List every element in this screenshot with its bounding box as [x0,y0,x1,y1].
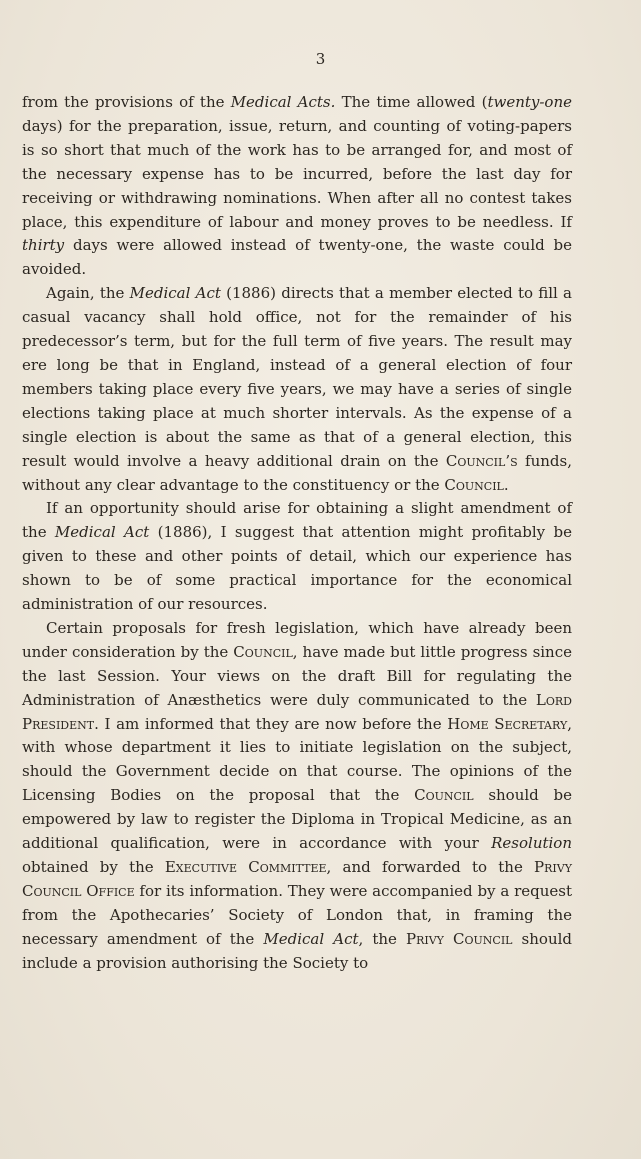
paragraph [22,617,572,976]
text-run: should be empowered by law to register the Diploma in Tropical Medicine, as an additional qualification, were in accordance with your [22,786,572,853]
text-run: obtained by the [22,858,165,876]
body-text [22,91,572,976]
paragraph [22,282,572,497]
small-caps-text: Lord President [22,690,572,733]
italic-text: twenty-one [487,93,572,111]
text-run: for its information. They were accompanied by a request from the Apothecaries’ Society of London that, in framing the necessary amendment of the [22,881,572,948]
small-caps-text: Privy Council [406,929,513,948]
text-run: . I am informed that they are now before the [94,714,448,733]
paragraph [22,91,572,282]
text-run: The time allowed ( [335,93,488,111]
text-run: (1886) directs that a member elected to fill a casual vacancy shall hold office, not for the remainder of his predecessor’s term, but for the full term of five years. The result may ere long be that in England, instead of a general election of four members taking place every five years, we may have a series of single elections taking place at much shorter intervals. As the expense of a single election is about the same as that of a general election, this result would involve a heavy additional drain on the [22,284,572,470]
text-run: Certain proposals for fresh legislation, which have already been under consideration by the [22,618,572,661]
text-run: days were allowed instead of twenty-one, the waste could be avoided. [22,236,572,279]
text-run: , and forwarded to the [326,858,535,876]
page-number: 3 [315,50,326,68]
italic-text: Resolution [491,834,572,853]
text-run: If an opportunity should arise for obtaining a slight amendment of the [22,499,572,542]
text-run: . [503,475,509,494]
text-run: , have made but little progress since the last Session. Your views on the draft Bill for regulating the Administration of Anæsthetics were duly communicated to the [22,642,572,709]
text-run: funds, without any clear advantage to the constituency or the [22,451,572,494]
italic-text: Medical Act [54,523,150,542]
text-run: should include a provision authorising the Society to [22,929,572,972]
small-caps-text: Council [414,786,474,805]
small-caps-text: Council’s [445,451,518,470]
italic-text: Medical Act [263,929,359,948]
text-run: , with whose department it lies to initiate legislation on the subject, should the Government decide on that course. The opinions of the Licensing Bodies on the proposal that the [22,714,572,805]
small-caps-text: Executive Committee [164,858,327,876]
text-run: from the provisions of the [22,93,231,111]
text-run: , the [358,929,406,948]
small-caps-text: Home Secretary [447,714,568,733]
paragraph [22,497,572,617]
italic-text: thirty [22,236,65,255]
italic-text: Medical Act [129,284,221,303]
small-caps-text: Council [444,475,504,494]
text-run: (1886), I suggest that attention might profitably be given to these and other points of detail, which our experience has shown to be of some practical importance for the economical administration of our resources. [22,523,572,614]
text-run: days) for the preparation, issue, return, and counting of voting-papers is so short that much of the work has to be arranged for, and most of the necessary expense has to be incurred, before the last day for receiving or withdrawing nominations. When after all no contest takes place, this expenditure of labour and money proves to be needless. If [22,116,572,231]
italic-text: Medical Acts. [230,93,336,111]
text-run: Again, the [46,284,130,303]
small-caps-text: Privy Council Office [22,858,572,900]
small-caps-text: Council [233,642,293,661]
